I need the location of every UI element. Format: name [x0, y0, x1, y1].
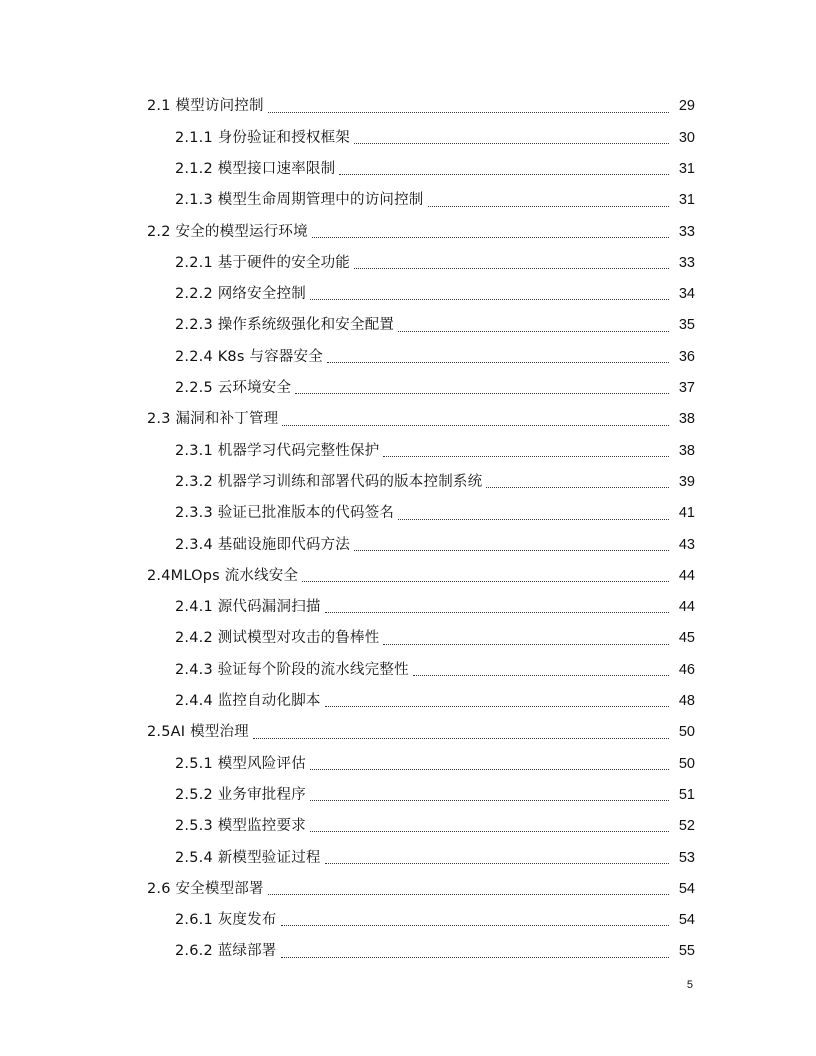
toc-entry-title: 2.2.3 操作系统级强化和安全配置 [175, 317, 395, 334]
toc-entry-page: 46 [678, 661, 695, 678]
toc-entry-page: 34 [678, 286, 695, 303]
toc-entry-2-5-1[interactable] [0, 748, 816, 779]
dot-leader [310, 298, 669, 300]
dot-leader [268, 111, 669, 113]
toc-entry-title: 2.4.1 源代码漏洞扫描 [175, 599, 321, 616]
dot-leader [282, 424, 669, 426]
toc-entry-2-5-4[interactable] [0, 842, 816, 873]
toc-entry-page: 43 [678, 536, 695, 553]
dot-leader [339, 173, 669, 175]
dot-leader [327, 361, 669, 363]
toc-entry-page: 41 [678, 505, 695, 522]
toc-entry-page: 30 [678, 129, 695, 146]
toc-entry-page: 55 [678, 943, 695, 960]
toc-entry-page: 29 [678, 98, 695, 115]
toc-entry-title: 2.5AI 模型治理 [147, 724, 249, 741]
toc-entry-page: 54 [678, 912, 695, 929]
toc-entry-2-5-2[interactable] [0, 780, 816, 811]
toc-entry-2-3-4[interactable] [0, 529, 816, 560]
dot-leader [428, 205, 669, 207]
toc-entry-2-4-3[interactable] [0, 654, 816, 685]
toc-entry-page: 50 [678, 724, 695, 741]
dot-leader [310, 830, 669, 832]
toc-entry-page: 48 [678, 693, 695, 710]
dot-leader [325, 862, 669, 864]
toc-entry-2-1-3[interactable] [0, 185, 816, 216]
dot-leader [354, 549, 669, 551]
dot-leader [383, 643, 669, 645]
toc-entry-title: 2.1.1 身份验证和授权框架 [175, 129, 351, 146]
toc-entry-2-6[interactable] [0, 873, 816, 904]
toc-entry-2-2-2[interactable] [0, 279, 816, 310]
toc-entry-title: 2.3 漏洞和补丁管理 [147, 411, 279, 428]
toc-entry-2-1-1[interactable] [0, 122, 816, 153]
toc-entry-title: 2.2.5 云环境安全 [175, 380, 292, 397]
dot-leader [398, 330, 669, 332]
toc-entry-title: 2.6 安全模型部署 [147, 880, 264, 897]
dot-leader [310, 799, 669, 801]
toc-entry-2-6-2[interactable] [0, 936, 816, 967]
toc-entry-2-2-1[interactable] [0, 247, 816, 278]
toc-entry-2-5-3[interactable] [0, 811, 816, 842]
toc-entry-page: 44 [678, 599, 695, 616]
dot-leader [310, 768, 669, 770]
toc-entry-title: 2.2.4 K8s 与容器安全 [175, 348, 323, 365]
page-footer [0, 979, 816, 993]
toc-entry-page: 53 [678, 849, 695, 866]
toc-entry-page: 44 [678, 567, 695, 584]
toc-entry-2-3-1[interactable] [0, 435, 816, 466]
toc-entry-2-3-2[interactable] [0, 467, 816, 498]
toc-entry-2-5[interactable] [0, 717, 816, 748]
toc-entry-title: 2.2.1 基于硬件的安全功能 [175, 254, 351, 271]
toc-entry-title: 2.5.3 模型监控要求 [175, 818, 306, 835]
toc-entry-title: 2.5.2 业务审批程序 [175, 786, 306, 803]
toc-entry-title: 2.3.3 验证已批准版本的代码签名 [175, 505, 395, 522]
toc-entry-title: 2.1.2 模型接口速率限制 [175, 160, 336, 177]
dot-leader [354, 267, 669, 269]
toc-entry-page: 51 [678, 786, 695, 803]
toc-entry-2-6-1[interactable] [0, 905, 816, 936]
toc-entry-2-3-3[interactable] [0, 498, 816, 529]
toc-entry-page: 37 [678, 380, 695, 397]
dot-leader [268, 893, 669, 895]
dot-leader [413, 674, 669, 676]
toc-entry-page: 35 [678, 317, 695, 334]
toc-entry-2-4-4[interactable] [0, 686, 816, 717]
toc-entry-page: 39 [678, 473, 695, 490]
dot-leader [325, 611, 669, 613]
dot-leader [486, 486, 669, 488]
toc-entry-2-2-4[interactable] [0, 341, 816, 372]
dot-leader [281, 956, 669, 958]
toc-entry-2-2-3[interactable] [0, 310, 816, 341]
toc-entry-2-4-2[interactable] [0, 623, 816, 654]
toc-entry-page: 33 [678, 254, 695, 271]
footer-page-number: 5 [686, 979, 693, 991]
toc-entry-2-4-1[interactable] [0, 592, 816, 623]
dot-leader [354, 142, 669, 144]
dot-leader [312, 236, 669, 238]
toc-entry-title: 2.5.4 新模型验证过程 [175, 849, 321, 866]
toc-entry-page: 31 [678, 160, 695, 177]
toc-entry-title: 2.2 安全的模型运行环境 [147, 223, 308, 240]
toc-entry-title: 2.3.4 基础设施即代码方法 [175, 536, 351, 553]
dot-leader [325, 705, 669, 707]
toc-entry-title: 2.3.1 机器学习代码完整性保护 [175, 442, 380, 459]
dot-leader [398, 518, 669, 520]
toc-entry-title: 2.1.3 模型生命周期管理中的访问控制 [175, 192, 424, 209]
toc-entry-title: 2.3.2 机器学习训练和部署代码的版本控制系统 [175, 473, 483, 490]
toc-entry-title: 2.4.3 验证每个阶段的流水线完整性 [175, 661, 409, 678]
toc-entry-2-2[interactable] [0, 216, 816, 247]
toc-entry-page: 31 [678, 192, 695, 209]
toc-entry-title: 2.4.2 测试模型对攻击的鲁棒性 [175, 630, 380, 647]
toc-entry-page: 36 [678, 348, 695, 365]
table-of-contents [0, 91, 816, 967]
toc-entry-title: 2.2.2 网络安全控制 [175, 286, 306, 303]
toc-entry-title: 2.5.1 模型风险评估 [175, 755, 306, 772]
toc-entry-page: 54 [678, 880, 695, 897]
toc-entry-page: 45 [678, 630, 695, 647]
toc-entry-2-4[interactable] [0, 560, 816, 591]
toc-entry-title: 2.6.2 蓝绿部署 [175, 943, 277, 960]
toc-entry-title: 2.4.4 监控自动化脚本 [175, 693, 321, 710]
dot-leader [383, 455, 669, 457]
toc-entry-2-1[interactable] [0, 91, 816, 122]
toc-entry-title: 2.1 模型访问控制 [147, 98, 264, 115]
toc-entry-title: 2.6.1 灰度发布 [175, 912, 277, 929]
dot-leader [302, 580, 669, 582]
toc-entry-2-2-5[interactable] [0, 373, 816, 404]
toc-entry-title: 2.4MLOps 流水线安全 [147, 567, 299, 584]
toc-entry-page: 52 [678, 818, 695, 835]
dot-leader [295, 392, 669, 394]
toc-entry-2-3[interactable] [0, 404, 816, 435]
toc-entry-page: 50 [678, 755, 695, 772]
dot-leader [253, 737, 669, 739]
toc-entry-page: 38 [678, 411, 695, 428]
toc-entry-page: 38 [678, 442, 695, 459]
toc-entry-page: 33 [678, 223, 695, 240]
dot-leader [281, 924, 669, 926]
toc-entry-2-1-2[interactable] [0, 154, 816, 185]
